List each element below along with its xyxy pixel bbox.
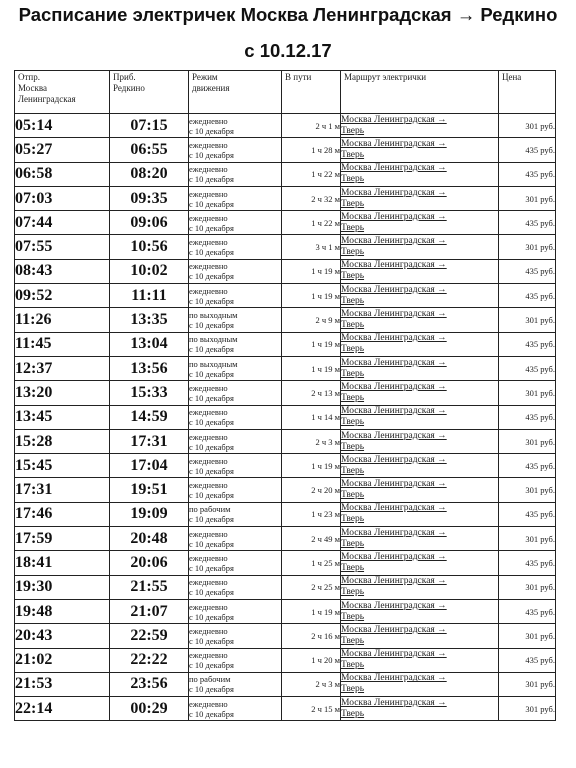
header-row <box>15 71 556 114</box>
route-link-origin[interactable]: Москва Ленинградская → <box>341 381 447 392</box>
run-mode-days: ежедневно <box>189 212 228 223</box>
travel-duration: 1 ч 19 м <box>282 284 341 308</box>
route-link-origin[interactable]: Москва Ленинградская → <box>341 163 447 174</box>
table-row <box>15 308 556 332</box>
run-mode <box>189 502 282 526</box>
travel-duration: 2 ч 13 м <box>282 381 341 405</box>
ticket-price: 435 руб. <box>499 162 556 186</box>
route-link-origin[interactable]: Москва Ленинградская → <box>341 697 447 708</box>
arrival-time: 11:11 <box>110 284 189 308</box>
run-mode-since: с 10 декабря <box>189 271 234 282</box>
run-mode-since: с 10 декабря <box>189 708 234 719</box>
run-mode-since: с 10 декабря <box>189 538 234 549</box>
departure-time: 13:20 <box>15 381 110 405</box>
run-mode <box>189 624 282 648</box>
run-mode-since: с 10 декабря <box>189 320 234 331</box>
run-mode <box>189 356 282 380</box>
arrival-time: 13:04 <box>110 332 189 356</box>
travel-duration: 1 ч 20 м <box>282 648 341 672</box>
table-row <box>15 478 556 502</box>
run-mode <box>189 211 282 235</box>
route-link-origin[interactable]: Москва Ленинградская → <box>341 527 447 538</box>
run-mode-days: ежедневно <box>189 261 228 272</box>
route-link-destination[interactable]: Тверь <box>341 708 365 719</box>
run-mode-since: с 10 декабря <box>189 295 234 306</box>
departure-time: 07:44 <box>15 211 110 235</box>
departure-time: 13:45 <box>15 405 110 429</box>
train-route[interactable] <box>341 332 499 356</box>
departure-time: 05:14 <box>15 114 110 138</box>
departure-time: 11:45 <box>15 332 110 356</box>
arrival-time: 23:56 <box>110 672 189 696</box>
departure-time: 17:46 <box>15 502 110 526</box>
train-route[interactable] <box>341 186 499 210</box>
header-mode-line: движения <box>192 83 230 93</box>
header-depart <box>15 71 110 114</box>
travel-duration: 1 ч 19 м <box>282 259 341 283</box>
train-route[interactable] <box>341 454 499 478</box>
header-arrive-line: Редкино <box>113 83 145 93</box>
departure-time: 19:48 <box>15 599 110 623</box>
route-link-destination[interactable]: Тверь <box>341 635 365 646</box>
departure-time: 17:31 <box>15 478 110 502</box>
ticket-price: 301 руб. <box>499 308 556 332</box>
ticket-price: 301 руб. <box>499 114 556 138</box>
table-row <box>15 356 556 380</box>
run-mode-since: с 10 декабря <box>189 562 234 573</box>
arrival-time: 06:55 <box>110 138 189 162</box>
travel-duration: 2 ч 32 м <box>282 186 341 210</box>
route-link-destination[interactable]: Тверь <box>341 587 365 598</box>
route-link-origin[interactable]: Москва Ленинградская → <box>341 576 447 587</box>
train-route[interactable] <box>341 575 499 599</box>
route-link-destination[interactable]: Тверь <box>341 538 365 549</box>
run-mode <box>189 284 282 308</box>
run-mode-days: ежедневно <box>189 552 228 563</box>
run-mode-days: ежедневно <box>189 455 228 466</box>
run-mode <box>189 648 282 672</box>
run-mode <box>189 186 282 210</box>
train-route[interactable] <box>341 697 499 721</box>
travel-duration: 2 ч 9 м <box>282 308 341 332</box>
departure-time: 07:55 <box>15 235 110 259</box>
table-row <box>15 211 556 235</box>
run-mode-since: с 10 декабря <box>189 465 234 476</box>
run-mode <box>189 235 282 259</box>
run-mode-since: с 10 декабря <box>189 635 234 646</box>
travel-duration: 1 ч 22 м <box>282 211 341 235</box>
arrival-time: 19:09 <box>110 502 189 526</box>
travel-duration: 2 ч 25 м <box>282 575 341 599</box>
run-mode-since: с 10 декабря <box>189 174 234 185</box>
travel-duration: 1 ч 19 м <box>282 454 341 478</box>
header-arrive <box>110 71 189 114</box>
run-mode <box>189 575 282 599</box>
departure-time: 11:26 <box>15 308 110 332</box>
travel-duration: 2 ч 3 м <box>282 429 341 453</box>
schedule-table <box>14 70 556 721</box>
travel-duration: 2 ч 3 м <box>282 672 341 696</box>
travel-duration: 1 ч 28 м <box>282 138 341 162</box>
run-mode-days: ежедневно <box>189 480 228 491</box>
run-mode-since: с 10 декабря <box>189 611 234 622</box>
run-mode-since: с 10 декабря <box>189 368 234 379</box>
departure-time: 21:53 <box>15 672 110 696</box>
route-link-origin[interactable]: Москва Ленинградская → <box>341 600 447 611</box>
run-mode-days: ежедневно <box>189 139 228 150</box>
route-link-destination[interactable]: Тверь <box>341 514 365 525</box>
run-mode <box>189 478 282 502</box>
run-mode-since: с 10 декабря <box>189 247 234 258</box>
route-link-origin[interactable]: Москва Ленинградская → <box>341 503 447 514</box>
train-route[interactable] <box>341 648 499 672</box>
table-row <box>15 162 556 186</box>
ticket-price: 435 руб. <box>499 405 556 429</box>
ticket-price: 435 руб. <box>499 259 556 283</box>
run-mode <box>189 114 282 138</box>
travel-duration: 2 ч 16 м <box>282 624 341 648</box>
run-mode <box>189 162 282 186</box>
ticket-price: 435 руб. <box>499 356 556 380</box>
train-route[interactable] <box>341 356 499 380</box>
header-mode <box>189 71 282 114</box>
train-route[interactable] <box>341 502 499 526</box>
route-link-origin[interactable]: Москва Ленинградская → <box>341 260 447 271</box>
train-route[interactable] <box>341 599 499 623</box>
run-mode-since: с 10 декабря <box>189 392 234 403</box>
run-mode-days: ежедневно <box>189 285 228 296</box>
route-link-origin[interactable]: Москва Ленинградская → <box>341 309 447 320</box>
run-mode <box>189 381 282 405</box>
arrival-time: 10:56 <box>110 235 189 259</box>
table-row <box>15 235 556 259</box>
run-mode-since: с 10 декабря <box>189 684 234 695</box>
run-mode-since: с 10 декабря <box>189 660 234 671</box>
train-route[interactable] <box>341 429 499 453</box>
departure-time: 18:41 <box>15 551 110 575</box>
run-mode-since: с 10 декабря <box>189 417 234 428</box>
route-link-origin[interactable]: Москва Ленинградская → <box>341 114 447 125</box>
arrival-time: 13:35 <box>110 308 189 332</box>
run-mode <box>189 551 282 575</box>
table-row <box>15 259 556 283</box>
route-link-destination[interactable]: Тверь <box>341 247 365 258</box>
travel-duration: 1 ч 19 м <box>282 599 341 623</box>
page-title: Расписание электричек Москва Ленинградская → Редкино <box>18 4 558 25</box>
table-row <box>15 527 556 551</box>
train-route[interactable] <box>341 235 499 259</box>
run-mode-since: с 10 декабря <box>189 490 234 501</box>
arrival-time: 17:31 <box>110 429 189 453</box>
route-link-destination[interactable]: Тверь <box>341 222 365 233</box>
route-link-destination[interactable]: Тверь <box>341 344 365 355</box>
run-mode-days: ежедневно <box>189 237 228 248</box>
travel-duration: 2 ч 1 м <box>282 114 341 138</box>
run-mode-days: ежедневно <box>189 382 228 393</box>
header-route: Маршрут электрички <box>341 71 499 114</box>
run-mode <box>189 527 282 551</box>
ticket-price: 435 руб. <box>499 648 556 672</box>
route-link-origin[interactable]: Москва Ленинградская → <box>341 357 447 368</box>
route-link-origin[interactable]: Москва Ленинградская → <box>341 624 447 635</box>
run-mode <box>189 138 282 162</box>
header-duration: В пути <box>282 71 341 114</box>
route-link-destination[interactable]: Тверь <box>341 392 365 403</box>
departure-time: 12:37 <box>15 356 110 380</box>
travel-duration: 3 ч 1 м <box>282 235 341 259</box>
arrival-time: 09:06 <box>110 211 189 235</box>
route-link-origin[interactable]: Москва Ленинградская → <box>341 430 447 441</box>
table-row <box>15 381 556 405</box>
route-link-origin[interactable]: Москва Ленинградская → <box>341 479 447 490</box>
ticket-price: 301 руб. <box>499 381 556 405</box>
table-row <box>15 697 556 721</box>
header-depart-line: Ленинградская <box>18 94 76 104</box>
arrival-time: 07:15 <box>110 114 189 138</box>
run-mode-days: ежедневно <box>189 115 228 126</box>
run-mode-days: по рабочим <box>189 674 231 685</box>
ticket-price: 435 руб. <box>499 284 556 308</box>
table-row <box>15 405 556 429</box>
route-link-destination[interactable]: Тверь <box>341 174 365 185</box>
train-route[interactable] <box>341 162 499 186</box>
arrival-time: 22:22 <box>110 648 189 672</box>
departure-time: 05:27 <box>15 138 110 162</box>
table-row <box>15 648 556 672</box>
run-mode-days: ежедневно <box>189 407 228 418</box>
ticket-price: 301 руб. <box>499 575 556 599</box>
route-link-destination[interactable]: Тверь <box>341 441 365 452</box>
header-mode-line: Режим <box>192 72 218 82</box>
arrival-time: 21:07 <box>110 599 189 623</box>
departure-time: 08:43 <box>15 259 110 283</box>
table-row <box>15 186 556 210</box>
route-link-destination[interactable]: Тверь <box>341 562 365 573</box>
travel-duration: 1 ч 22 м <box>282 162 341 186</box>
ticket-price: 301 руб. <box>499 429 556 453</box>
arrival-time: 20:48 <box>110 527 189 551</box>
run-mode <box>189 259 282 283</box>
run-mode-days: ежедневно <box>189 698 228 709</box>
train-route[interactable] <box>341 114 499 138</box>
train-route[interactable] <box>341 624 499 648</box>
ticket-price: 435 руб. <box>499 211 556 235</box>
page-subtitle: с 10.12.17 <box>244 40 332 61</box>
header-depart-line: Отпр. <box>18 72 40 82</box>
train-route[interactable] <box>341 284 499 308</box>
run-mode-days: по выходным <box>189 310 238 321</box>
route-link-origin[interactable]: Москва Ленинградская → <box>341 211 447 222</box>
arrival-time: 10:02 <box>110 259 189 283</box>
table-row <box>15 599 556 623</box>
run-mode-since: с 10 декабря <box>189 587 234 598</box>
arrival-time: 22:59 <box>110 624 189 648</box>
run-mode <box>189 599 282 623</box>
run-mode-days: по выходным <box>189 334 238 345</box>
arrival-time: 08:20 <box>110 162 189 186</box>
route-link-destination[interactable]: Тверь <box>341 295 365 306</box>
departure-time: 21:02 <box>15 648 110 672</box>
run-mode-days: ежедневно <box>189 188 228 199</box>
train-route[interactable] <box>341 381 499 405</box>
ticket-price: 301 руб. <box>499 672 556 696</box>
departure-time: 22:14 <box>15 697 110 721</box>
table-row <box>15 138 556 162</box>
arrival-time: 19:51 <box>110 478 189 502</box>
header-depart-line: Москва <box>18 83 47 93</box>
travel-duration: 2 ч 49 м <box>282 527 341 551</box>
ticket-price: 435 руб. <box>499 332 556 356</box>
route-link-origin[interactable]: Москва Ленинградская → <box>341 284 447 295</box>
table-body <box>15 114 556 721</box>
table-row <box>15 332 556 356</box>
ticket-price: 301 руб. <box>499 624 556 648</box>
departure-time: 17:59 <box>15 527 110 551</box>
arrival-time: 14:59 <box>110 405 189 429</box>
route-link-origin[interactable]: Москва Ленинградская → <box>341 673 447 684</box>
run-mode-days: ежедневно <box>189 164 228 175</box>
ticket-price: 435 руб. <box>499 454 556 478</box>
train-route[interactable] <box>341 259 499 283</box>
route-link-destination[interactable]: Тверь <box>341 198 365 209</box>
arrival-time: 17:04 <box>110 454 189 478</box>
run-mode <box>189 405 282 429</box>
ticket-price: 435 руб. <box>499 599 556 623</box>
route-link-origin[interactable]: Москва Ленинградская → <box>341 138 447 149</box>
train-route[interactable] <box>341 405 499 429</box>
run-mode-since: с 10 декабря <box>189 441 234 452</box>
arrival-time: 09:35 <box>110 186 189 210</box>
run-mode-since: с 10 декабря <box>189 198 234 209</box>
route-link-destination[interactable]: Тверь <box>341 149 365 160</box>
train-route[interactable] <box>341 527 499 551</box>
table-row <box>15 502 556 526</box>
run-mode-since: с 10 декабря <box>189 125 234 136</box>
header-price: Цена <box>499 71 556 114</box>
ticket-price: 435 руб. <box>499 502 556 526</box>
run-mode-days: ежедневно <box>189 431 228 442</box>
train-route[interactable] <box>341 478 499 502</box>
table-row <box>15 672 556 696</box>
table-header <box>15 71 556 114</box>
route-link-origin[interactable]: Москва Ленинградская → <box>341 406 447 417</box>
route-link-destination[interactable]: Тверь <box>341 490 365 501</box>
table-row <box>15 284 556 308</box>
run-mode-days: по выходным <box>189 358 238 369</box>
arrival-time: 00:29 <box>110 697 189 721</box>
run-mode <box>189 429 282 453</box>
table-row <box>15 114 556 138</box>
travel-duration: 1 ч 19 м <box>282 332 341 356</box>
run-mode-since: с 10 декабря <box>189 222 234 233</box>
route-link-destination[interactable]: Тверь <box>341 368 365 379</box>
run-mode-days: ежедневно <box>189 625 228 636</box>
travel-duration: 2 ч 20 м <box>282 478 341 502</box>
train-route[interactable] <box>341 211 499 235</box>
run-mode-days: ежедневно <box>189 577 228 588</box>
route-link-destination[interactable]: Тверь <box>341 660 365 671</box>
table-row <box>15 429 556 453</box>
route-link-origin[interactable]: Москва Ленинградская → <box>341 454 447 465</box>
train-route[interactable] <box>341 138 499 162</box>
run-mode <box>189 454 282 478</box>
run-mode-days: по рабочим <box>189 504 231 515</box>
route-link-origin[interactable]: Москва Ленинградская → <box>341 649 447 660</box>
ticket-price: 435 руб. <box>499 551 556 575</box>
run-mode-since: с 10 декабря <box>189 149 234 160</box>
ticket-price: 435 руб. <box>499 138 556 162</box>
table-row <box>15 454 556 478</box>
ticket-price: 301 руб. <box>499 186 556 210</box>
route-link-destination[interactable]: Тверь <box>341 125 365 136</box>
departure-time: 07:03 <box>15 186 110 210</box>
route-link-destination[interactable]: Тверь <box>341 417 365 428</box>
route-link-origin[interactable]: Москва Ленинградская → <box>341 551 447 562</box>
run-mode <box>189 672 282 696</box>
run-mode <box>189 308 282 332</box>
departure-time: 15:45 <box>15 454 110 478</box>
table-row <box>15 624 556 648</box>
route-link-destination[interactable]: Тверь <box>341 271 365 282</box>
route-link-origin[interactable]: Москва Ленинградская → <box>341 236 447 247</box>
travel-duration: 1 ч 25 м <box>282 551 341 575</box>
route-link-origin[interactable]: Москва Ленинградская → <box>341 333 447 344</box>
departure-time: 09:52 <box>15 284 110 308</box>
table-row <box>15 575 556 599</box>
arrival-time: 15:33 <box>110 381 189 405</box>
departure-time: 15:28 <box>15 429 110 453</box>
route-link-destination[interactable]: Тверь <box>341 611 365 622</box>
travel-duration: 1 ч 23 м <box>282 502 341 526</box>
run-mode-days: ежедневно <box>189 650 228 661</box>
route-link-origin[interactable]: Москва Ленинградская → <box>341 187 447 198</box>
departure-time: 20:43 <box>15 624 110 648</box>
travel-duration: 2 ч 15 м <box>282 697 341 721</box>
departure-time: 19:30 <box>15 575 110 599</box>
run-mode <box>189 697 282 721</box>
run-mode-days: ежедневно <box>189 528 228 539</box>
ticket-price: 301 руб. <box>499 235 556 259</box>
arrival-time: 13:56 <box>110 356 189 380</box>
run-mode-days: ежедневно <box>189 601 228 612</box>
arrival-time: 20:06 <box>110 551 189 575</box>
train-route[interactable] <box>341 551 499 575</box>
run-mode-since: с 10 декабря <box>189 344 234 355</box>
travel-duration: 1 ч 19 м <box>282 356 341 380</box>
ticket-price: 301 руб. <box>499 478 556 502</box>
travel-duration: 1 ч 14 м <box>282 405 341 429</box>
route-link-destination[interactable]: Тверь <box>341 320 365 331</box>
header-arrive-line: Приб. <box>113 72 136 82</box>
arrival-time: 21:55 <box>110 575 189 599</box>
route-link-destination[interactable]: Тверь <box>341 684 365 695</box>
ticket-price: 301 руб. <box>499 527 556 551</box>
departure-time: 06:58 <box>15 162 110 186</box>
train-route[interactable] <box>341 308 499 332</box>
table-row <box>15 551 556 575</box>
run-mode-since: с 10 декабря <box>189 514 234 525</box>
route-link-destination[interactable]: Тверь <box>341 465 365 476</box>
run-mode <box>189 332 282 356</box>
ticket-price: 301 руб. <box>499 697 556 721</box>
train-route[interactable] <box>341 672 499 696</box>
